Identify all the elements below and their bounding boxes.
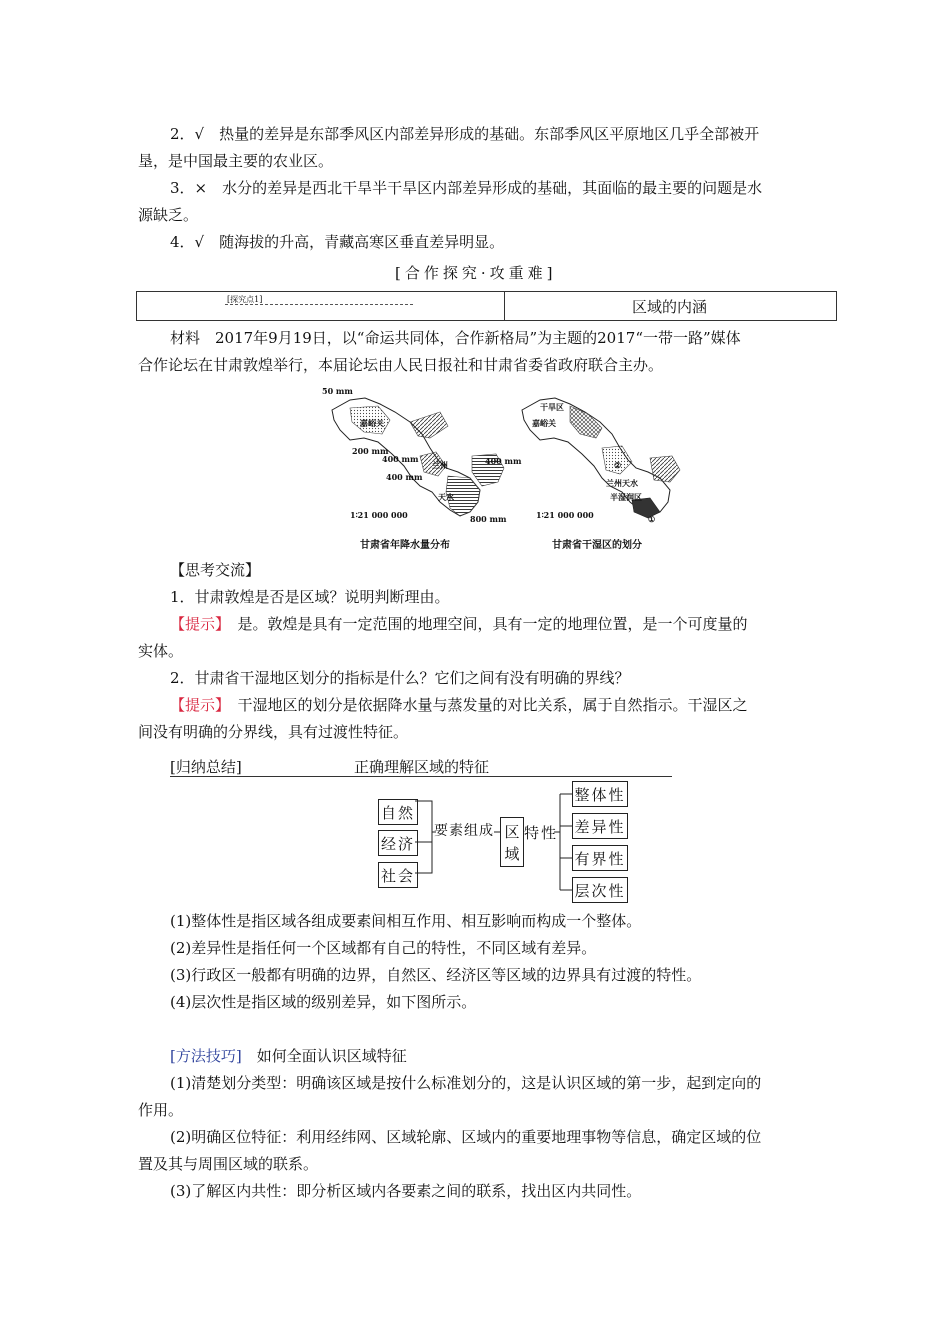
map-left-label-2: 嘉峪关: [360, 418, 384, 428]
method-1-line1: (1)清楚划分类型：明确该区域是按什么标准划分的，这是认识区域的第一步，起到定向的: [170, 1074, 762, 1092]
think-heading: 【思考交流】: [170, 561, 261, 579]
table-divider: [504, 292, 505, 320]
summary-label: [归纳总结]: [170, 758, 242, 776]
map-left-label-7: 兰州: [432, 460, 448, 470]
hint-label: 【提示】: [170, 696, 223, 714]
map-right-label-1: 干旱区: [540, 402, 564, 412]
summary-heading: [170, 756, 672, 777]
map-left-label-1: 50 mm: [322, 386, 353, 396]
method-2-line1: (2)明确区位特征：利用经纬网、区域轮廓、区域内的重要地理事物等信息，确定区域的位: [170, 1128, 762, 1146]
point-4: (4)层次性是指区域的级别差异，如下图所示。: [170, 993, 477, 1011]
map-left-label-8: 天水: [438, 492, 454, 502]
map-left-label-6: 400 mm: [485, 456, 522, 466]
trait-hierarchy: 层次性: [572, 877, 628, 903]
map-right-label-7: 1∶21 000 000: [536, 510, 594, 520]
topic-title: 区域的内涵: [632, 298, 708, 316]
map-right-label-3: ②: [614, 460, 622, 470]
summary-title: 正确理解区域的特征: [354, 758, 490, 776]
map-right-label-5: 半湿润区: [610, 492, 642, 502]
question-1: 1．甘肃敦煌是否是区域？说明判断理由。: [170, 588, 450, 606]
topic-tag: [探究点1]: [227, 295, 263, 304]
map-left-label-10: 1∶21 000 000: [350, 510, 408, 520]
method-1-line2: 作用。: [138, 1101, 184, 1119]
method-label: [方法技巧]: [170, 1047, 242, 1065]
trait-boundary: 有界性: [572, 845, 628, 871]
map-left-label-4: 400 mm: [382, 454, 419, 464]
method-2-line2: 置及其与周围区域的联系。: [138, 1155, 319, 1173]
map-right-label-6: ①: [648, 514, 656, 524]
answer-4-line1: 4．√ 随海拔的升高，青藏高寒区垂直差异明显。: [170, 233, 505, 251]
element-nature: 自然: [378, 799, 418, 825]
answer-3-line2: 源缺乏。: [138, 206, 199, 224]
topic-table: [136, 291, 837, 321]
answer-3-line1: 3．× 水分的差异是西北干旱半干旱区内部差异形成的基础，其面临的最主要的问题是水: [170, 179, 763, 197]
map-left-label-5: 400 mm: [386, 472, 423, 482]
map-left-label-9: 800 mm: [470, 514, 507, 524]
answer-2-line2: 垦，是中国最主要的农业区。: [138, 152, 334, 170]
answer-2q-line1: 【提示】 干湿地区的划分是依据降水量与蒸发量的对比关系，属于自然指示。干湿区之: [170, 696, 748, 714]
trait-integrity: 整体性: [572, 781, 628, 807]
element-economy: 经济: [378, 830, 418, 856]
point-3: (3)行政区一般都有明确的边界，自然区、经济区等区域的边界具有过渡的特性。: [170, 966, 702, 984]
answer-1-line1: 【提示】 是。敦煌是具有一定范围的地理空间，具有一定的地理位置，是一个可度量的: [170, 615, 748, 633]
hint-label: 【提示】: [170, 615, 223, 633]
map-right-caption: 甘肃省干湿区的划分: [552, 540, 642, 551]
material-line2: 合作论坛在甘肃敦煌举行，本届论坛由人民日报社和甘肃省委省政府联合主办。: [138, 356, 664, 374]
traits-label: 特性: [524, 824, 559, 842]
map-right-label-4: 兰州天水: [606, 478, 638, 488]
region-box: 区域: [500, 817, 524, 867]
point-2: (2)差异性是指任何一个区域都有自己的特性，不同区域有差异。: [170, 939, 597, 957]
question-2: 2．甘肃省干湿地区划分的指标是什么？它们之间有没有明确的界线？: [170, 669, 630, 687]
material-line1: 材料 2017年9月19日，以“命运共同体，合作新格局”为主题的2017“一带一路”媒体: [170, 329, 741, 347]
section-title: [合作探究·攻重难]: [395, 264, 557, 282]
method-3-line1: (3)了解区内共性：即分析区域内各要素之间的联系，找出区内共同性。: [170, 1182, 642, 1200]
answer-1-line2: 实体。: [138, 642, 184, 660]
method-heading: [170, 1046, 838, 1066]
gansu-maps-figure: [320, 382, 690, 552]
map-right-label-2: 嘉峪关: [532, 418, 556, 428]
map-left-label-3: 200 mm: [352, 446, 389, 456]
method-title: 如何全面认识区域特征: [256, 1047, 407, 1065]
element-society: 社会: [378, 862, 418, 888]
trait-difference: 差异性: [572, 813, 628, 839]
answer-2-line1: 2．√ 热量的差异是东部季风区内部差异形成的基础。东部季风区平原地区几乎全部被开: [170, 125, 760, 143]
compose-label: 要素组成: [434, 823, 494, 839]
dry-wet-map: [522, 398, 680, 518]
point-1: (1)整体性是指区域各组成要素间相互作用、相互影响而构成一个整体。: [170, 912, 642, 930]
map-left-caption: 甘肃省年降水量分布: [360, 540, 450, 551]
tag-underline: [225, 304, 413, 305]
answer-2q-line2: 间没有明确的分界线，具有过渡性特征。: [138, 723, 409, 741]
